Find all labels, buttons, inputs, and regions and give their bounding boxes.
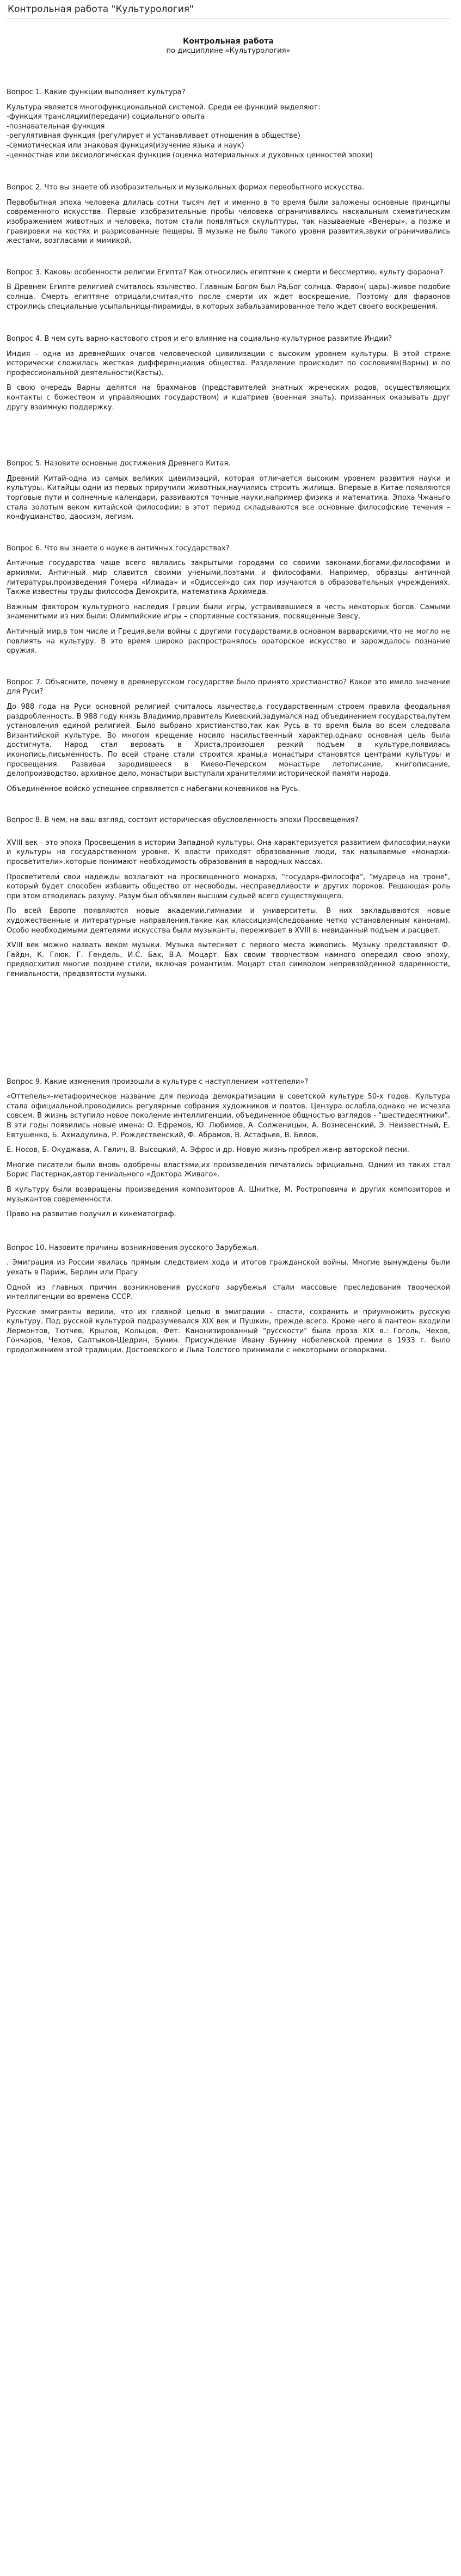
question-title: Вопрос 1. Какие функции выполняет культура? — [7, 88, 186, 96]
question-5 — [7, 459, 450, 522]
question-9 — [7, 1077, 450, 1219]
answer-paragraph: Античный мир,в том числе и Греция,вели войны с другими государствами,в основном варварскими,что не могло не повлиять на культуру. В это время широко распространялось ораторское искусство и зарождалось познание оружия. — [7, 627, 450, 655]
question-title: Вопрос 6. Что вы знаете о науке в античных государствах? — [7, 544, 230, 553]
question-4 — [7, 334, 450, 412]
question-title: Вопрос 10. Назовите причины возникновения русского Зарубежья. — [7, 1243, 259, 1252]
header-title: Контрольная работа "Культурология" — [8, 4, 194, 15]
answer-paragraph: XVIII век - это эпоха Просвещения в истории Западной культуры. Она характеризуется развитием философии,науки и культуры на государственном уровне. К власти приходят образованные люди, так называемые «монархи-просветители»,которые понимают необходимость образования в народных массах. — [7, 838, 450, 867]
answer-paragraph: По всей Европе появляются новые академии,гимназии и университеты. В них закладываются новые художественные и литературные направления,такие как классицизм(следование четко установленным канонам). Особо необходимыми деятелями искусства были музыканты, переживает в XVIII в. невиданный подъем и расцвет. — [7, 907, 450, 935]
doc-subtitle: по дисциплине «Культурология» — [166, 47, 291, 55]
answer-paragraph: В свою очередь Варны делятся на брахманов (представителей знатных жреческих родов, осуществляющих контакты с божеством и управляющих государством) и кшатриев (военная знать), призванных оказывать друг другу взаимную поддержку. — [7, 384, 450, 412]
answer-paragraph: В культуру были возвращены произведения композиторов А. Шнитке, М. Ростроповича и других композиторов и музыкантов современности. — [7, 1185, 450, 1204]
answer-paragraph: Просветители свои надежды возлагают на просвещенного монарха, "государя-философа", "мудреца на троне", который будет способен избавить общество от несвободы, несправедливости и других пороков. Решающая роль при этом отводилась разуму. Разум был объявлен высшим судьей всего существующего. — [7, 873, 450, 900]
document-header — [7, 0, 450, 19]
question-title: Вопрос 9. Какие изменения произошли в культуре с наступлением «оттепели»? — [7, 1077, 309, 1086]
answer-paragraph: Культура является многофункциональной системой. Среди ее функций выделяют: — [7, 103, 321, 112]
question-title: Вопрос 8. В чем, на ваш взгляд, состоит историческая обусловленность эпохи Просвещения? — [7, 816, 359, 825]
answer-paragraph: Индия – одна из древнейших очагов человеческой цивилизации с высоким уровнем культуры. В этой стране исторически сложилась жесткая дифференциация общества. Разделение происходит по сословиям(Варны) и по профессиональной деятельности(Касты). — [7, 349, 450, 377]
answer-paragraph: До 988 года на Руси основной религией считалось язычество,а государственным строем правила феодальная раздробленность. В 988 году князь Владимир,правитель Киевский,задумался над объединением государства,путем установления единой религией. Было выбрано христианство,так как Русь в то время была во всем следовала Византийской культуре. Во многом крещение носило насильственный характер,однако основная цель была достигнута. Народ стал веровать в Христа,произошел резкий подъем в культуре,появилась иконопись,письменность. По всей стране стали строится храмы,а монастыри становятся центрами культуры и просвещения. Развивая зародившееся в Киево-Печерском монастыре летописание, книгописание, делопроизводство, архивное дело, монастыри выступали хранителями исторической памяти народа. — [7, 702, 450, 778]
question-8 — [7, 815, 450, 979]
answer-paragraph: Древний Китай-одна из самых великих цивилизаций, которая отличается высоким уровнем развития науки и культуры. Китайцы одни из первых приручили животных,научились строить жилища. Впервые в Китае появляются торговые пути и солнечные календари, развиваются точные науки,например физика и математика. Эпоха Чжаньго стала золотым веком китайской философии: в этот период складываются все основные философские течения – конфуцианство, даосизм, легизм. — [7, 474, 450, 522]
answer-paragraph: -ценностная или аксиологическая функция (оценка материальных и духовных ценностей эпохи) — [7, 151, 373, 160]
answer-paragraph: Важным фактором культурного наследия Греции были игры, устраивавшиеся в честь некоторых богов. Самыми знаменитыми из них были: Олимпийские игры – спортивные состязания, посвященные Зевсу. — [7, 603, 450, 621]
answer-paragraph: Многие писатели были вновь одобрены властями,их произведения печатались официально. Одним из таких стал Борис Пастернак,автор гениального «Доктора Живаго». — [7, 1161, 450, 1179]
question-title: Вопрос 5. Назовите основные достижения Древнего Китая. — [7, 459, 231, 468]
question-title: Вопрос 3. Каковы особенности религии Египта? Как относились египтяне к смерти и бессмертию, культу фараона? — [7, 268, 444, 277]
question-1 — [7, 88, 450, 160]
answer-paragraph: -познавательная функция — [7, 122, 105, 131]
answer-paragraph: -функция трансляции(передачи) социального опыта — [7, 113, 205, 121]
question-2 — [7, 183, 450, 246]
answer-paragraph: «Оттепель»-метафорическое название для периода демократизации в советской культуре 50-х годов. Культура стала официальной,проводились регулярные собрания художников и поэтов. Цензура ослабла,однако не исчезла совсем. В жизнь вступило новое поколение интеллигенции, объединенное общностью взглядов - "шестидесятники". В эти годы появились новые имена: О. Ефремов, Ю. Любимов, А. Солженицын, А. Вознесенский, Э. Неизвестный, Е. Евтушенко, Б. Ахмадулина, Р. Рождественский, Ф. Абрамов, В. Астафьев, В. Белов, — [7, 1093, 450, 1139]
answer-paragraph: В Древнем Египте религией считалось язычество. Главным Богом был Ра,Бог солнца. Фараон( царь)-живое подобие солнца. Смерть египтяне отрицали,считая,что после смерти их ждет воскрешение. Поэтому для фараонов строились специальные усыпальницы-пирамиды, в которых забальзамированное тело ждет своего воскрешения. — [7, 283, 450, 311]
answer-paragraph: Объединенное войско успешнее справляется с набегами кочевников на Русь. — [7, 784, 300, 793]
answer-paragraph: -семиотическая или знаковая функция(изучение языка и наук) — [7, 141, 244, 150]
question-title: Вопрос 4. В чем суть варно-кастового строя и его влияние на социально-культурное развитие Индии? — [7, 335, 392, 344]
answer-paragraph: Русские эмигранты верили, что их главной целью в эмиграции - спасти, сохранить и приумножить русскую культуру. Под русской культурой подразумевался XIX век и Пушкин, прежде всего. Кроме него в пантеон входили Лермонтов, Тютчев, Крылов, Кольцов, Фет. Канонизированный "русскости" была проза XIX в.: Гоголь, Чехов, Гончаров, Чехов, Салтыков-Щедрин, Бунин. Присуждение Ивану Бунину нобелевской премии в 1933 г. было продолжением этой традиции. Достоевского и Льва Толстого принимали с некоторыми оговорками. — [7, 1308, 450, 1355]
answer-paragraph: -регулятивная функция (регулирует и устанавливает отношения в обществе) — [7, 132, 300, 140]
question-3 — [7, 268, 450, 311]
answer-paragraph: Право на развитие получил и кинематограф. — [7, 1210, 176, 1219]
answer-paragraph: . Эмиграция из России явилась прямым следствием хода и итогов гражданской войны. Многие вынуждены были уехать в Париж, Берлин или Прагу — [7, 1259, 450, 1277]
answer-paragraph: Е. Носов, Б. Окуджава, А. Галич, В. Высоцкий, А. Эфрос и др. Новую жизнь пробрел жанр авторской песни. — [7, 1146, 409, 1155]
question-title: Вопрос 7. Объясните, почему в древнерусском государстве было принято христианство? Какое это имело значение для Руси? — [7, 678, 450, 696]
question-10 — [7, 1243, 450, 1356]
answer-paragraph: Одной из главных причин возникновения русского зарубежья стали массовые преследования творческой интеллигенции во времена СССР. — [7, 1283, 450, 1302]
question-6 — [7, 544, 450, 656]
question-7 — [7, 678, 450, 794]
answer-paragraph: Первобытная эпоха человека длилась сотни тысяч лет и именно в то время были заложены основные принципы современного искусства. Первые изобразительные пробы человека ограничивались наскальным схематическим изображением животных и человека, потом стали появляться скульптуры, так называемые «Венеры», а позже и гравировки на костях и разрисованные пещеры. В музыке не было такого уровня развития,звуки ограничивались жестами, возгласами и мимикой. — [7, 198, 450, 246]
question-title: Вопрос 2. Что вы знаете об изобразительных и музыкальных формах первобытного искусства. — [7, 183, 365, 192]
title-block — [7, 36, 450, 56]
answer-paragraph: Античные государства чаще всего являлись закрытыми городами со своими законами,богами,философами и армиями. Античный мир славится своими учеными,поэтами и философами. Например, образцы античной литературы,произведения Гомера «Илиада» и «Одиссея»до сих пор изучаются в образовательных учреждениях. Также известны труды философа Демокрита, математика Архимеда. — [7, 559, 450, 597]
answer-paragraph: XVIII век можно назвать веком музыки. Музыка вытесняет с первого места живопись. Музыку представляют Ф. Гайдн, К. Глюк, Г. Гендель, И.С. Бах, В.А. Моцарт. Бах своим творчеством намного опередил свою эпоху, предвосхитил многие позднее стили, включая романтизм. Моцарт стал символом непревзойденной одаренности, гениальности, предвзятости музыки. — [7, 941, 450, 978]
doc-title: Контрольная работа — [182, 37, 274, 46]
